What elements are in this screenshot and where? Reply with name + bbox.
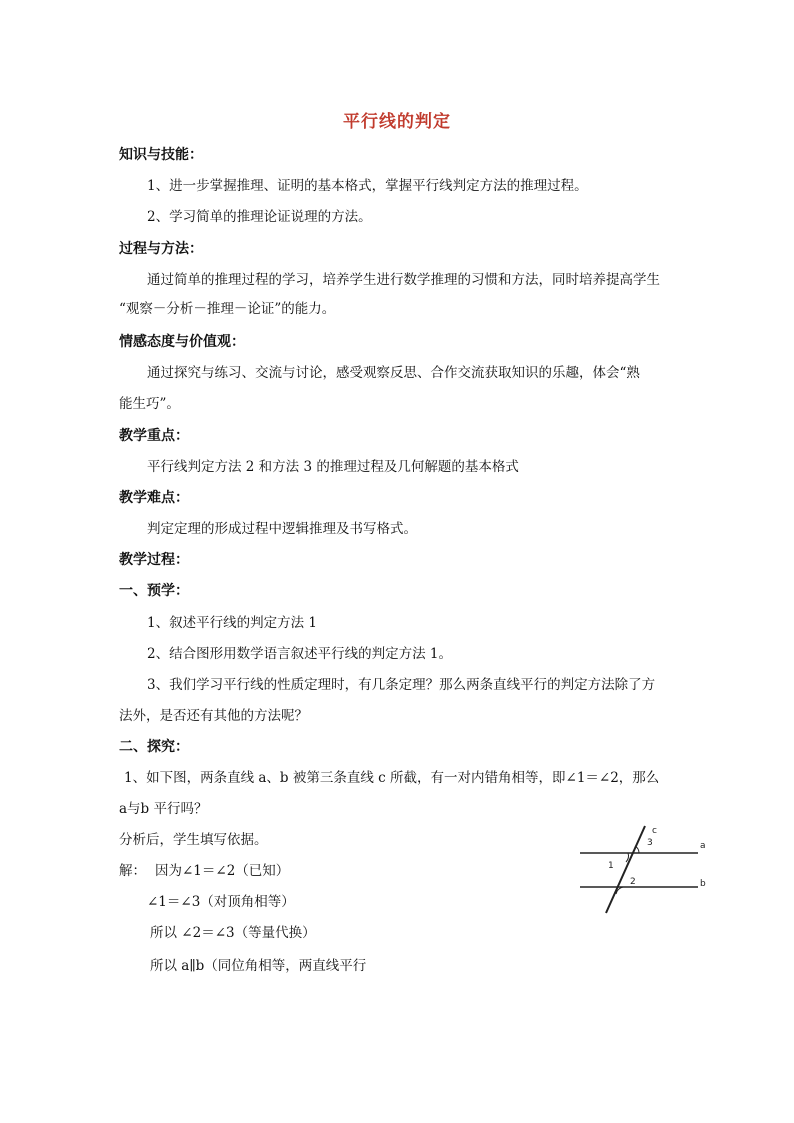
label-angle-1: 1 (608, 861, 614, 871)
solution-label: 解： (119, 863, 146, 879)
emotion-line-1: 通过探究与练习、交流与讨论，感受观察反思、合作交流获取知识的乐趣，体会“熟 (147, 365, 640, 381)
explore-question-line-2: a与b 平行吗？ (119, 801, 208, 817)
preview-item-3-line-1: 3、我们学习平行线的性质定理时，有几条定理？那么两条直线平行的判定方法除了方 (147, 677, 656, 693)
explore-analysis: 分析后，学生填写依据。 (119, 832, 268, 848)
preview-item-2: 2、结合图形用数学语言叙述平行线的判定方法 1。 (147, 646, 452, 662)
teaching-process-heading: 教学过程： (119, 552, 189, 568)
solution-step-1: 因为∠1＝∠2（已知） (155, 863, 290, 879)
difficulty-heading: 教学难点： (119, 490, 189, 506)
parallel-lines-figure (575, 820, 720, 920)
process-line-1: 通过简单的推理过程的学习，培养学生进行数学推理的习惯和方法，同时培养提高学生 (147, 272, 660, 288)
preview-item-3-line-2: 法外，是否还有其他的方法呢？ (119, 708, 308, 724)
process-heading: 过程与方法： (119, 241, 203, 257)
key-points-heading: 教学重点： (119, 428, 189, 444)
label-angle-2: 2 (630, 877, 636, 887)
explore-question-line-1: 1、如下图，两条直线 a、b 被第三条直线 c 所截，有一对内错角相等，即∠1＝∠2，那么 (124, 770, 660, 786)
label-a: a (700, 841, 706, 851)
label-angle-3: 3 (647, 838, 653, 848)
angle-1-arc (626, 853, 628, 862)
label-b: b (700, 879, 706, 889)
solution-step-4: 所以 a∥b（同位角相等，两直线平行 (150, 958, 367, 974)
label-c: c (652, 826, 657, 836)
emotion-heading: 情感态度与价值观： (119, 334, 245, 350)
emotion-line-2: 能生巧”。 (119, 396, 180, 412)
preview-heading: 一、预学： (119, 583, 189, 599)
page-title: 平行线的判定 (343, 112, 451, 132)
knowledge-item-1: 1、进一步掌握推理、证明的基本格式，掌握平行线判定方法的推理过程。 (147, 178, 588, 194)
explore-heading: 二、探究： (119, 739, 189, 755)
solution-step-2: ∠1＝∠3（对顶角相等） (147, 894, 295, 910)
knowledge-heading: 知识与技能： (119, 147, 203, 163)
key-points-text: 平行线判定方法 2 和方法 3 的推理过程及几何解题的基本格式 (147, 459, 519, 475)
preview-item-1: 1、叙述平行线的判定方法 1 (147, 615, 317, 631)
difficulty-text: 判定定理的形成过程中逻辑推理及书写格式。 (147, 521, 417, 537)
process-line-2: “观察－分析－推理－论证”的能力。 (119, 301, 336, 317)
solution-step-3: 所以 ∠2＝∠3（等量代换） (150, 925, 316, 941)
knowledge-item-2: 2、学习简单的推理论证说理的方法。 (147, 209, 372, 225)
